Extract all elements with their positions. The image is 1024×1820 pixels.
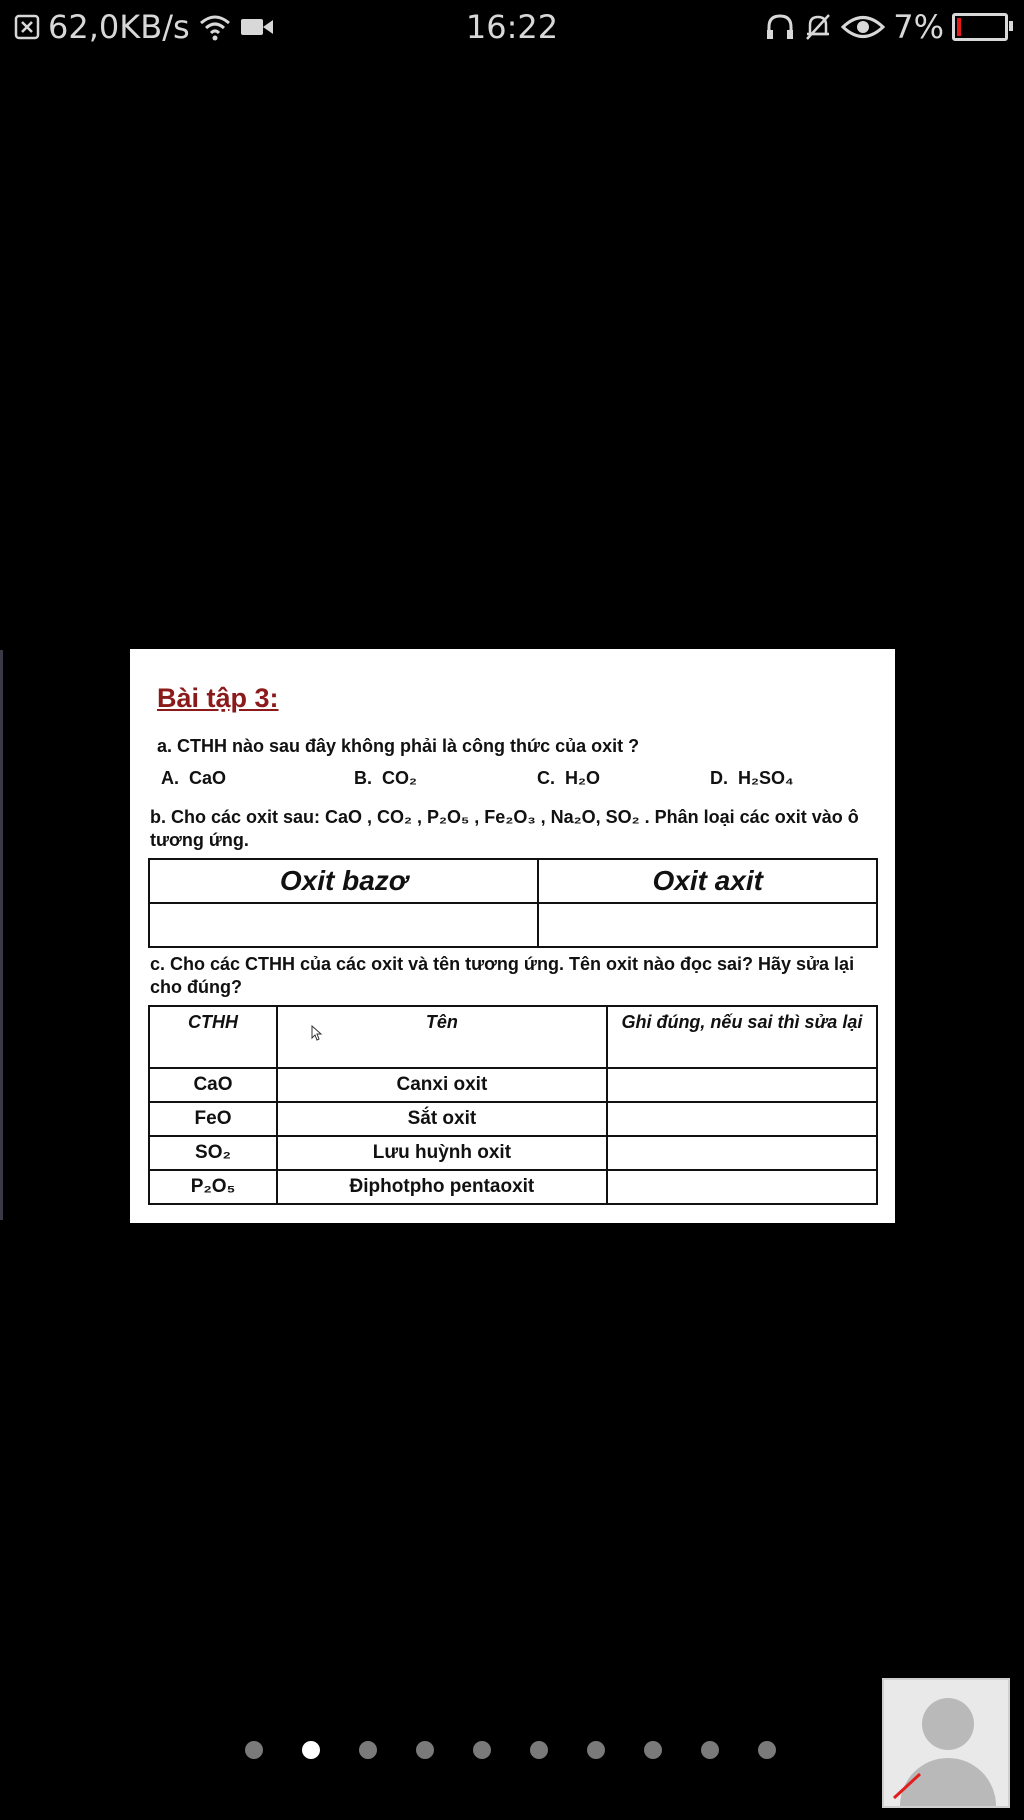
header-oxit-axit: Oxit axit bbox=[538, 859, 877, 903]
page-dot[interactable] bbox=[416, 1741, 434, 1759]
header-cthh: CTHH bbox=[149, 1006, 277, 1068]
mouse-cursor-icon bbox=[311, 1025, 323, 1044]
battery-percent: 7% bbox=[893, 8, 944, 46]
formula-cell: CaO bbox=[149, 1068, 277, 1102]
headphones-icon bbox=[765, 13, 795, 41]
question-b: b. Cho các oxit sau: CaO , CO₂ , P₂O₅ , Fe₂O₃ , Na₂O, SO₂ . Phân loại các oxit vào ô tương ứng. bbox=[150, 807, 859, 850]
page-indicator bbox=[245, 1741, 776, 1759]
clock: 16:22 bbox=[465, 8, 559, 46]
network-speed: 62,0KB/s bbox=[48, 8, 190, 46]
page-dot[interactable] bbox=[587, 1741, 605, 1759]
cell-oxit-bazo bbox=[149, 903, 538, 947]
previous-page-edge bbox=[0, 650, 3, 1220]
page-dot[interactable] bbox=[245, 1741, 263, 1759]
header-ghi-dung: Ghi đúng, nếu sai thì sửa lại bbox=[607, 1006, 877, 1068]
name-cell: Lưu huỳnh oxit bbox=[277, 1136, 607, 1170]
question-a: a. CTHH nào sau đây không phải là công thức của oxit ? bbox=[157, 736, 640, 756]
question-c: c. Cho các CTHH của các oxit và tên tương ứng. Tên oxit nào đọc sai? Hãy sửa lại cho đúng? bbox=[150, 954, 855, 997]
name-cell: Điphotpho pentaoxit bbox=[277, 1170, 607, 1204]
fix-cell bbox=[607, 1170, 877, 1204]
table-row bbox=[149, 1170, 877, 1204]
classification-table bbox=[148, 858, 878, 948]
page-dot[interactable] bbox=[758, 1741, 776, 1759]
avatar-head-shape bbox=[922, 1698, 974, 1750]
name-cell: Sắt oxit bbox=[277, 1102, 607, 1136]
page-dot[interactable] bbox=[359, 1741, 377, 1759]
status-bar bbox=[0, 0, 1024, 52]
fix-cell bbox=[607, 1068, 877, 1102]
header-oxit-bazo: Oxit bazơ bbox=[149, 859, 538, 903]
eye-icon bbox=[841, 14, 885, 40]
pencil-icon bbox=[890, 1766, 930, 1807]
option-a: A. CaO bbox=[161, 768, 227, 788]
battery-icon bbox=[952, 13, 1008, 41]
option-b: B. CO₂ bbox=[354, 768, 418, 788]
page-dot[interactable] bbox=[473, 1741, 491, 1759]
formula-cell: SO₂ bbox=[149, 1136, 277, 1170]
user-avatar-button[interactable] bbox=[882, 1678, 1010, 1808]
header-ten: Tên bbox=[277, 1006, 607, 1068]
battery-level bbox=[957, 18, 961, 36]
oxide-names-table bbox=[148, 1005, 878, 1205]
page-dot[interactable] bbox=[530, 1741, 548, 1759]
table-row bbox=[149, 1136, 877, 1170]
fix-cell bbox=[607, 1102, 877, 1136]
option-d: D. H₂SO₄ bbox=[710, 768, 794, 788]
table-row bbox=[149, 1068, 877, 1102]
table-row bbox=[149, 1102, 877, 1136]
page-dot[interactable] bbox=[701, 1741, 719, 1759]
slide-image[interactable] bbox=[130, 649, 895, 1223]
slide-title: Bài tập 3: bbox=[157, 683, 279, 713]
formula-cell: FeO bbox=[149, 1102, 277, 1136]
name-cell: Canxi oxit bbox=[277, 1068, 607, 1102]
mute-bell-icon bbox=[803, 12, 833, 42]
option-c: C. H₂O bbox=[537, 768, 601, 788]
fix-cell bbox=[607, 1136, 877, 1170]
cell-oxit-axit bbox=[538, 903, 877, 947]
page-dot[interactable] bbox=[644, 1741, 662, 1759]
formula-cell: P₂O₅ bbox=[149, 1170, 277, 1204]
page-dot[interactable] bbox=[302, 1741, 320, 1759]
